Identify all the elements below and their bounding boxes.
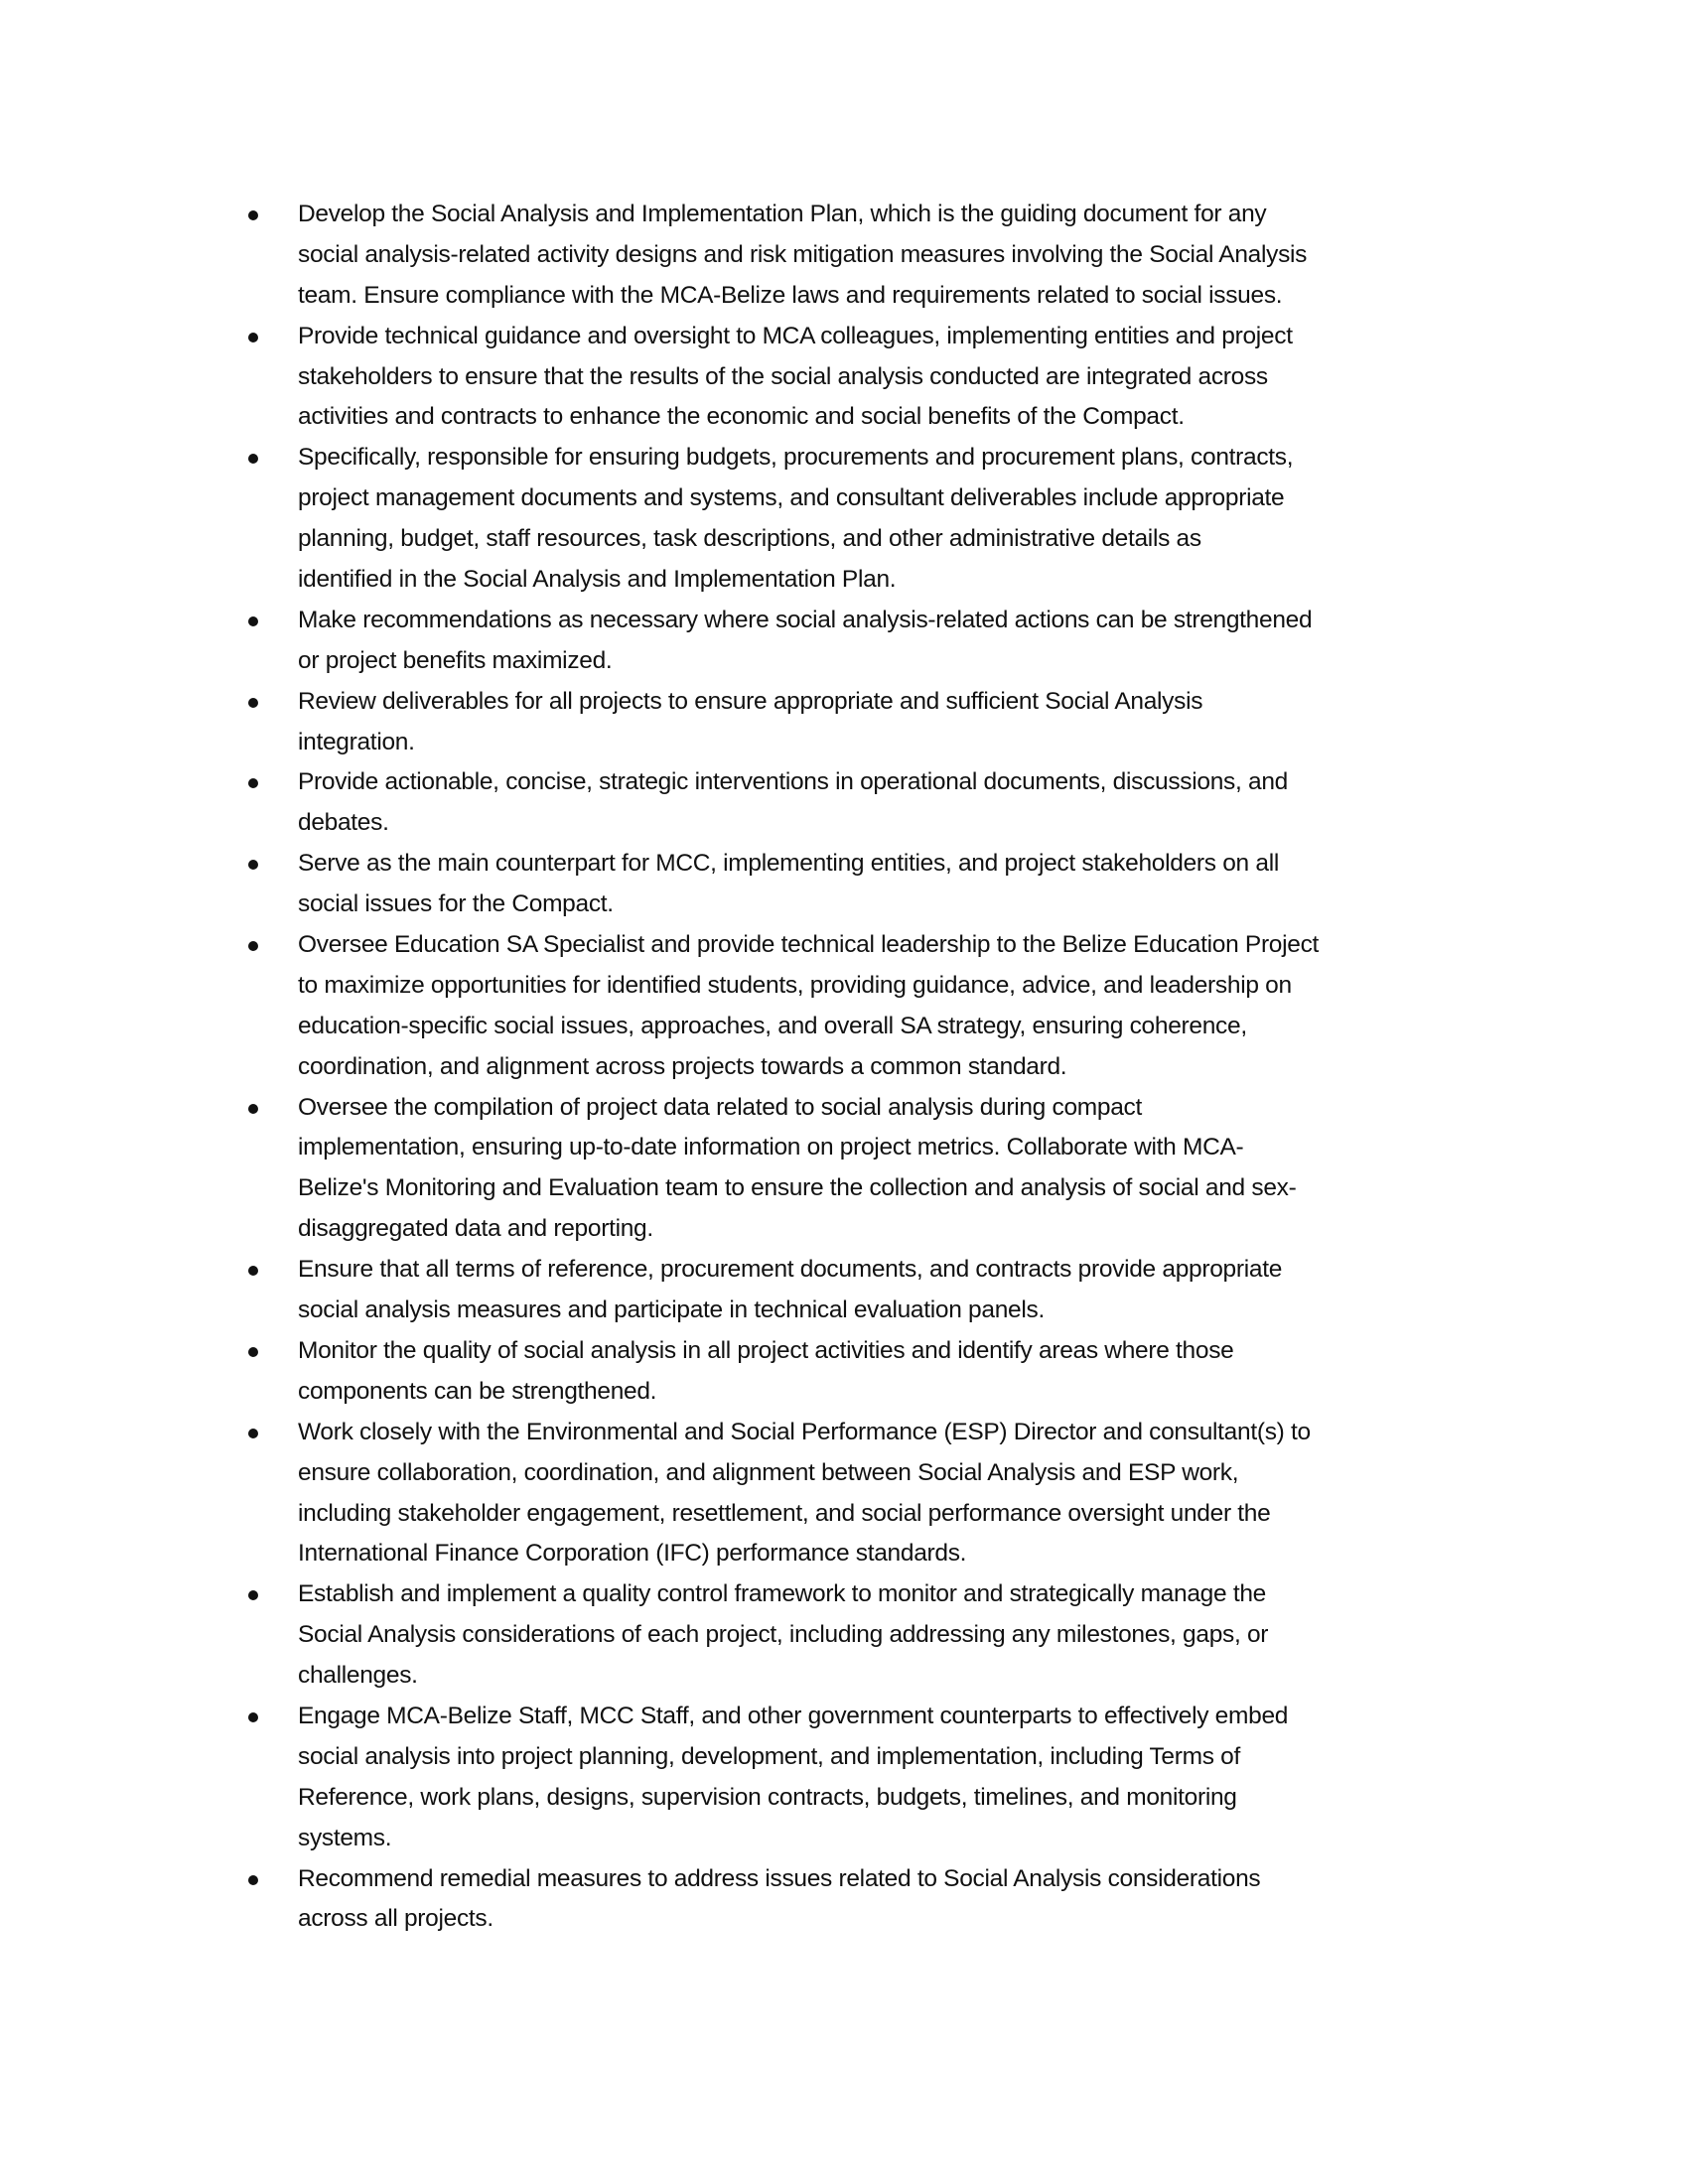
list-item bbox=[0, 195, 1688, 317]
list-item-text-line: implementation, ensuring up-to-date information on project metrics. Collaborate with MCA- bbox=[298, 1134, 1244, 1161]
list-item-text-line: debates. bbox=[298, 809, 389, 837]
list-item bbox=[0, 762, 1688, 844]
list-item-text-line: Recommend remedial measures to address issues related to Social Analysis considerations bbox=[298, 1864, 1261, 1892]
bullet-icon bbox=[248, 616, 258, 626]
list-item-text-line: integration. bbox=[298, 728, 415, 755]
list-item-text-line: systems. bbox=[298, 1824, 392, 1851]
list-item-text-line: activities and contracts to enhance the economic and social benefits of the Compact. bbox=[298, 403, 1185, 431]
list-item-text-line: including stakeholder engagement, resettlement, and social performance oversight under the bbox=[298, 1499, 1271, 1527]
bullet-icon bbox=[248, 1875, 258, 1885]
list-item-text-line: Ensure that all terms of reference, procurement documents, and contracts provide appropriate bbox=[298, 1256, 1283, 1284]
bullet-icon bbox=[248, 1429, 258, 1438]
list-item-text-line: Serve as the main counterpart for MCC, implementing entities, and project stakeholders on all bbox=[298, 850, 1279, 878]
list-item-text-line: Make recommendations as necessary where social analysis-related actions can be strengthened bbox=[298, 606, 1313, 633]
bullet-icon bbox=[248, 1347, 258, 1357]
list-item bbox=[0, 1413, 1688, 1575]
list-item-text-line: Social Analysis considerations of each project, including addressing any milestones, gaps, or bbox=[298, 1621, 1269, 1649]
list-item-text-line: project management documents and systems, and consultant deliverables include appropriate bbox=[298, 484, 1285, 512]
list-item-text-line: across all projects. bbox=[298, 1905, 493, 1933]
list-item bbox=[0, 925, 1688, 1088]
bullet-icon bbox=[248, 860, 258, 870]
list-item-text-line: or project benefits maximized. bbox=[298, 646, 613, 674]
list-item bbox=[0, 1088, 1688, 1251]
list-item-text-line: to maximize opportunities for identified students, providing guidance, advice, and leadership on bbox=[298, 971, 1292, 999]
list-item-text-line: Develop the Social Analysis and Implementation Plan, which is the guiding document for any bbox=[298, 201, 1267, 227]
list-item bbox=[0, 601, 1688, 682]
bullet-icon bbox=[248, 941, 258, 951]
list-item bbox=[0, 1250, 1688, 1331]
list-item-text-line: International Finance Corporation (IFC) performance standards. bbox=[298, 1540, 967, 1568]
list-item-text-line: Oversee the compilation of project data related to social analysis during compact bbox=[298, 1093, 1142, 1121]
bullet-icon bbox=[248, 1104, 258, 1114]
list-item-text-line: social analysis measures and participate in technical evaluation panels. bbox=[298, 1297, 1045, 1324]
list-item-text-line: Work closely with the Environmental and Social Performance (ESP) Director and consultant(s) to bbox=[298, 1418, 1311, 1445]
bullet-icon bbox=[248, 778, 258, 788]
list-item-text-line: Belize's Monitoring and Evaluation team to ensure the collection and analysis of social and sex- bbox=[298, 1174, 1297, 1202]
responsibilities-list bbox=[0, 195, 1688, 1940]
list-item-text-line: Engage MCA-Belize Staff, MCC Staff, and other government counterparts to effectively embed bbox=[298, 1702, 1289, 1729]
list-item-text-line: Reference, work plans, designs, supervision contracts, budgets, timelines, and monitoring bbox=[298, 1783, 1237, 1811]
list-item bbox=[0, 1574, 1688, 1697]
list-item-text-line: social analysis-related activity designs and risk mitigation measures involving the Social Analysis bbox=[298, 240, 1308, 268]
list-item-text-line: Provide actionable, concise, strategic interventions in operational documents, discussions, and bbox=[298, 768, 1288, 796]
list-item-text-line: team. Ensure compliance with the MCA-Belize laws and requirements related to social issues. bbox=[298, 281, 1283, 309]
list-item-text-line: Provide technical guidance and oversight to MCA colleagues, implementing entities and project bbox=[298, 322, 1293, 349]
list-item-text-line: challenges. bbox=[298, 1662, 418, 1690]
list-item-text-line: coordination, and alignment across projects towards a common standard. bbox=[298, 1052, 1067, 1080]
list-item-text-line: planning, budget, staff resources, task descriptions, and other administrative details as bbox=[298, 525, 1201, 553]
bullet-icon bbox=[248, 1266, 258, 1276]
bullet-icon bbox=[248, 210, 258, 220]
list-item-text-line: disaggregated data and reporting. bbox=[298, 1215, 653, 1243]
list-item bbox=[0, 438, 1688, 601]
list-item-text-line: Oversee Education SA Specialist and provide technical leadership to the Belize Education Project bbox=[298, 931, 1320, 959]
bullet-icon bbox=[248, 698, 258, 708]
bullet-icon bbox=[248, 333, 258, 342]
list-item-text-line: Specifically, responsible for ensuring budgets, procurements and procurement plans, contracts, bbox=[298, 444, 1294, 472]
list-item-text-line: social analysis into project planning, development, and implementation, including Terms of bbox=[298, 1742, 1241, 1770]
list-item-text-line: identified in the Social Analysis and Implementation Plan. bbox=[298, 566, 897, 594]
bullet-icon bbox=[248, 1590, 258, 1600]
list-item-text-line: stakeholders to ensure that the results of the social analysis conducted are integrated across bbox=[298, 362, 1268, 390]
list-item bbox=[0, 1331, 1688, 1413]
bullet-icon bbox=[248, 454, 258, 464]
list-item-text-line: components can be strengthened. bbox=[298, 1377, 657, 1405]
list-item bbox=[0, 682, 1688, 763]
list-item-text-line: Review deliverables for all projects to ensure appropriate and sufficient Social Analysis bbox=[298, 687, 1203, 715]
list-item bbox=[0, 1859, 1688, 1941]
list-item-text-line: ensure collaboration, coordination, and alignment between Social Analysis and ESP work, bbox=[298, 1458, 1239, 1486]
list-item-text-line: Monitor the quality of social analysis in all project activities and identify areas where those bbox=[298, 1336, 1234, 1364]
list-item-text-line: education-specific social issues, approaches, and overall SA strategy, ensuring coherence, bbox=[298, 1012, 1247, 1039]
bullet-icon bbox=[248, 1712, 258, 1722]
list-item bbox=[0, 1697, 1688, 1859]
list-item-text-line: social issues for the Compact. bbox=[298, 890, 614, 918]
list-item bbox=[0, 317, 1688, 439]
list-item-text-line: Establish and implement a quality control framework to monitor and strategically manage the bbox=[298, 1580, 1266, 1608]
list-item bbox=[0, 844, 1688, 925]
